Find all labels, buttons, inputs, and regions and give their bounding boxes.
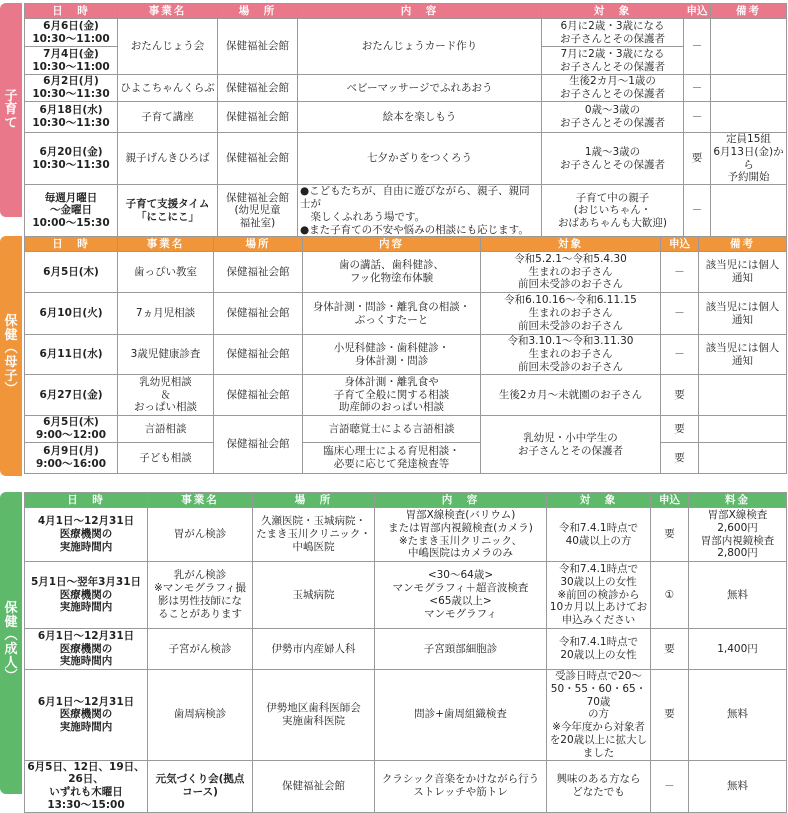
header-event: 事業名 [118, 4, 218, 19]
cell-apply: ① [651, 562, 689, 629]
cell-target: 0歳～3歳の お子さんとその保護者 [542, 102, 684, 133]
cell-event: 子育て講座 [118, 102, 218, 133]
cell-event: 子ども相談 [118, 443, 214, 474]
cell-place: 玉城病院 [253, 562, 375, 629]
cell-date: 6月1日～12月31日 医療機関の 実施時間内 [25, 670, 148, 761]
cell-note [699, 375, 787, 416]
cell-place: 保健福祉会館 [214, 252, 303, 293]
section-tab-kosodate: 子 育 て [0, 3, 22, 217]
cell-content: ベビーマッサージでふれあおう [298, 75, 542, 102]
cell-target: 1歳～3歳の お子さんとその保護者 [542, 133, 684, 185]
header-target: 対象 [481, 237, 661, 252]
cell-event: ひよこちゃんくらぶ [118, 75, 218, 102]
cell-apply: 要 [684, 133, 711, 185]
cell-note [699, 416, 787, 443]
cell-event: 子宮がん検診 [148, 629, 253, 670]
cell-apply: 要 [651, 670, 689, 761]
header-event: 事業名 [118, 237, 214, 252]
cell-note: 該当児には個人通知 [699, 252, 787, 293]
cell-place: 保健福祉会館 [218, 102, 298, 133]
cell-date: 6月5日(木) [25, 252, 118, 293]
cell-date: 毎週月曜日 ～金曜日 10:00～15:30 [25, 185, 118, 237]
section-boshi [0, 236, 788, 476]
cell-event: 歯っぴい教室 [118, 252, 214, 293]
cell-event: 元気づくり会(拠点 コース) [148, 760, 253, 812]
header-place: 場所 [214, 237, 303, 252]
cell-target: 7月に2歳・3歳になる お子さんとその保護者 [542, 47, 684, 75]
cell-place: 伊勢地区歯科医師会 実施歯科医院 [253, 670, 375, 761]
cell-date: 6月10日(火) [25, 293, 118, 335]
header-content: 内 容 [375, 493, 547, 508]
header-target: 対 象 [542, 4, 684, 19]
cell-apply: － [651, 760, 689, 812]
cell-content: 小児科健診・歯科健診・ 身体計測・問診 [303, 335, 481, 375]
cell-note: 定員15組 6月13日(金)から 予約開始 [711, 133, 787, 185]
table-row [25, 293, 787, 335]
cell-target: 子育て中の親子 (おじいちゃん・ おばあちゃんも大歓迎) [542, 185, 684, 237]
cell-date: 6月18日(水) 10:30～11:30 [25, 102, 118, 133]
cell-target: 令和3.10.1～令和3.11.30 生まれのお子さん 前回未受診のお子さん [481, 335, 661, 375]
cell-event: 乳幼児相談 ＆ おっぱい相談 [118, 375, 214, 416]
cell-note: 該当児には個人通知 [699, 335, 787, 375]
cell-date: 6月27日(金) [25, 375, 118, 416]
cell-event: 胃がん検診 [148, 508, 253, 562]
header-note: 備考 [711, 4, 787, 19]
cell-target: 興味のある方なら どなたでも [547, 760, 651, 812]
cell-date: 6月1日～12月31日 医療機関の 実施時間内 [25, 629, 148, 670]
cell-event: 歯周病検診 [148, 670, 253, 761]
header-fee: 料金 [689, 493, 787, 508]
cell-target: 生後2カ月～1歳の お子さんとその保護者 [542, 75, 684, 102]
cell-place: 保健福祉会館 (幼児児童 福祉室) [218, 185, 298, 237]
cell-date: 6月2日(月) 10:30～11:30 [25, 75, 118, 102]
cell-fee: 無料 [689, 760, 787, 812]
cell-target: 令和7.4.1時点で 20歳以上の女性 [547, 629, 651, 670]
cell-event: 子育て支援タイム 「にこにこ」 [118, 185, 218, 237]
header-apply: 申込 [661, 237, 699, 252]
seijin-table [24, 492, 787, 813]
cell-date: 6月20日(金) 10:30～11:30 [25, 133, 118, 185]
cell-note: 該当児には個人通知 [699, 293, 787, 335]
cell-target: 令和7.4.1時点で 40歳以上の方 [547, 508, 651, 562]
cell-event: 親子げんきひろば [118, 133, 218, 185]
header-place: 場 所 [218, 4, 298, 19]
table-row [25, 443, 787, 474]
header-note: 備考 [699, 237, 787, 252]
cell-content: 言語聴覚士による言語相談 [303, 416, 481, 443]
header-place: 場 所 [253, 493, 375, 508]
table-row [25, 75, 787, 102]
header-apply: 申込 [684, 4, 711, 19]
cell-apply: － [684, 19, 711, 75]
cell-place: 保健福祉会館 [253, 760, 375, 812]
cell-content: おたんじょうカード作り [298, 19, 542, 75]
cell-content: クラシック音楽をかけながら行う ストレッチや筋トレ [375, 760, 547, 812]
cell-content: 身体計測・離乳食や 子育て全般に関する相談 助産師のおっぱい相談 [303, 375, 481, 416]
table-row [25, 19, 787, 47]
cell-note [711, 19, 787, 75]
table-row [25, 335, 787, 375]
cell-date: 5月1日～翌年3月31日 医療機関の 実施時間内 [25, 562, 148, 629]
cell-date: 6月5日(木) 9:00～12:00 [25, 416, 118, 443]
cell-content: <30～64歳> マンモグラフィ＋超音波検査 <65歳以上> マンモグラフィ [375, 562, 547, 629]
table-row [25, 670, 787, 761]
cell-apply: － [684, 185, 711, 237]
cell-place: 保健福祉会館 [218, 19, 298, 75]
section-tab-seijin: 保 健 ︵ 成 人 ︶ [0, 492, 22, 794]
section-kosodate [0, 3, 788, 236]
cell-place: 伊勢市内産婦人科 [253, 629, 375, 670]
table-row [25, 375, 787, 416]
cell-event: 7ヵ月児相談 [118, 293, 214, 335]
cell-apply: 要 [661, 375, 699, 416]
cell-event: おたんじょう会 [118, 19, 218, 75]
cell-apply: － [661, 335, 699, 375]
cell-content: 胃部X線検査(バリウム) または胃部内視鏡検査(カメラ) ※たまき玉川クリニック、 中嶋医院はカメラのみ [375, 508, 547, 562]
cell-content: 歯の講話、歯科健診、 フッ化物塗布体験 [303, 252, 481, 293]
boshi-table [24, 236, 787, 474]
cell-date: 6月11日(水) [25, 335, 118, 375]
table-row [25, 760, 787, 812]
table-row [25, 102, 787, 133]
cell-place: 保健福祉会館 [214, 416, 303, 474]
header-target: 対 象 [547, 493, 651, 508]
cell-content: 身体計測・問診・離乳食の相談・ ぶっくすたーと [303, 293, 481, 335]
kosodate-table [24, 3, 787, 237]
cell-fee: 無料 [689, 670, 787, 761]
cell-place: 保健福祉会館 [218, 133, 298, 185]
cell-target: 令和7.4.1時点で 30歳以上の女性 ※前回の検診から 10カ月以上あけてお 申込みください [547, 562, 651, 629]
table-row [25, 629, 787, 670]
cell-content: 七夕かざりをつくろう [298, 133, 542, 185]
cell-place: 保健福祉会館 [214, 375, 303, 416]
cell-target: 6月に2歳・3歳になる お子さんとその保護者 [542, 19, 684, 47]
cell-fee: 1,400円 [689, 629, 787, 670]
cell-date: 7月4日(金) 10:30～11:00 [25, 47, 118, 75]
cell-apply: 要 [661, 443, 699, 474]
cell-place: 保健福祉会館 [214, 335, 303, 375]
cell-date: 4月1日～12月31日 医療機関の 実施時間内 [25, 508, 148, 562]
cell-event: 言語相談 [118, 416, 214, 443]
table-row [25, 252, 787, 293]
table-row [25, 508, 787, 562]
cell-place: 久瀬医院・玉城病院・ たまき玉川クリニック・ 中嶋医院 [253, 508, 375, 562]
header-apply: 申込 [651, 493, 689, 508]
cell-content: 問診+歯周組織検査 [375, 670, 547, 761]
cell-content: 子宮頸部細胞診 [375, 629, 547, 670]
cell-place: 保健福祉会館 [218, 75, 298, 102]
cell-target: 生後2カ月～未就園のお子さん [481, 375, 661, 416]
header-datetime: 日 時 [25, 493, 148, 508]
cell-place: 保健福祉会館 [214, 293, 303, 335]
header-datetime: 日 時 [25, 4, 118, 19]
header-datetime: 日 時 [25, 237, 118, 252]
cell-apply: － [684, 75, 711, 102]
cell-apply: － [661, 252, 699, 293]
table-row [25, 562, 787, 629]
cell-target: 乳幼児・小中学生の お子さんとその保護者 [481, 416, 661, 474]
cell-fee: 胃部X線検査 2,600円 胃部内視鏡検査 2,800円 [689, 508, 787, 562]
cell-fee: 無料 [689, 562, 787, 629]
table-row [25, 416, 787, 443]
cell-content: 臨床心理士による育児相談・ 必要に応じて発達検査等 [303, 443, 481, 474]
cell-target: 受診日時点で20～ 50・55・60・65・70歳 の方 ※今年度から対象者 を20歳以上に拡大し ました [547, 670, 651, 761]
cell-date: 6月9日(月) 9:00～16:00 [25, 443, 118, 474]
cell-apply: 要 [661, 416, 699, 443]
header-content: 内容 [303, 237, 481, 252]
section-tab-boshi: 保 健 ︵ 母 子 ︶ [0, 236, 22, 476]
cell-apply: － [684, 102, 711, 133]
cell-note [711, 102, 787, 133]
cell-apply: 要 [651, 629, 689, 670]
table-row [25, 185, 787, 237]
cell-content: 絵本を楽しもう [298, 102, 542, 133]
cell-note [711, 75, 787, 102]
cell-target: 令和6.10.16～令和6.11.15 生まれのお子さん 前回未受診のお子さん [481, 293, 661, 335]
header-content: 内 容 [298, 4, 542, 19]
section-seijin [0, 492, 788, 811]
cell-target: 令和5.2.1～令和5.4.30 生まれのお子さん 前回未受診のお子さん [481, 252, 661, 293]
cell-note [711, 185, 787, 237]
cell-apply: － [661, 293, 699, 335]
table-row [25, 133, 787, 185]
cell-note [699, 443, 787, 474]
header-event: 事業名 [148, 493, 253, 508]
cell-event: 乳がん検診 ※マンモグラフィ撮 影は男性技師にな ることがあります [148, 562, 253, 629]
cell-event: 3歳児健康診査 [118, 335, 214, 375]
cell-date: 6月6日(金) 10:30～11:00 [25, 19, 118, 47]
cell-content: ●こどもたちが、自由に遊びながら、親子、親同士が 楽しくふれあう場です。 ●また子育ての不安や悩みの相談にも応じます。 [298, 185, 542, 237]
cell-apply: 要 [651, 508, 689, 562]
cell-date: 6月5日、12日、19日、26日、 いずれも木曜日 13:30～15:00 [25, 760, 148, 812]
